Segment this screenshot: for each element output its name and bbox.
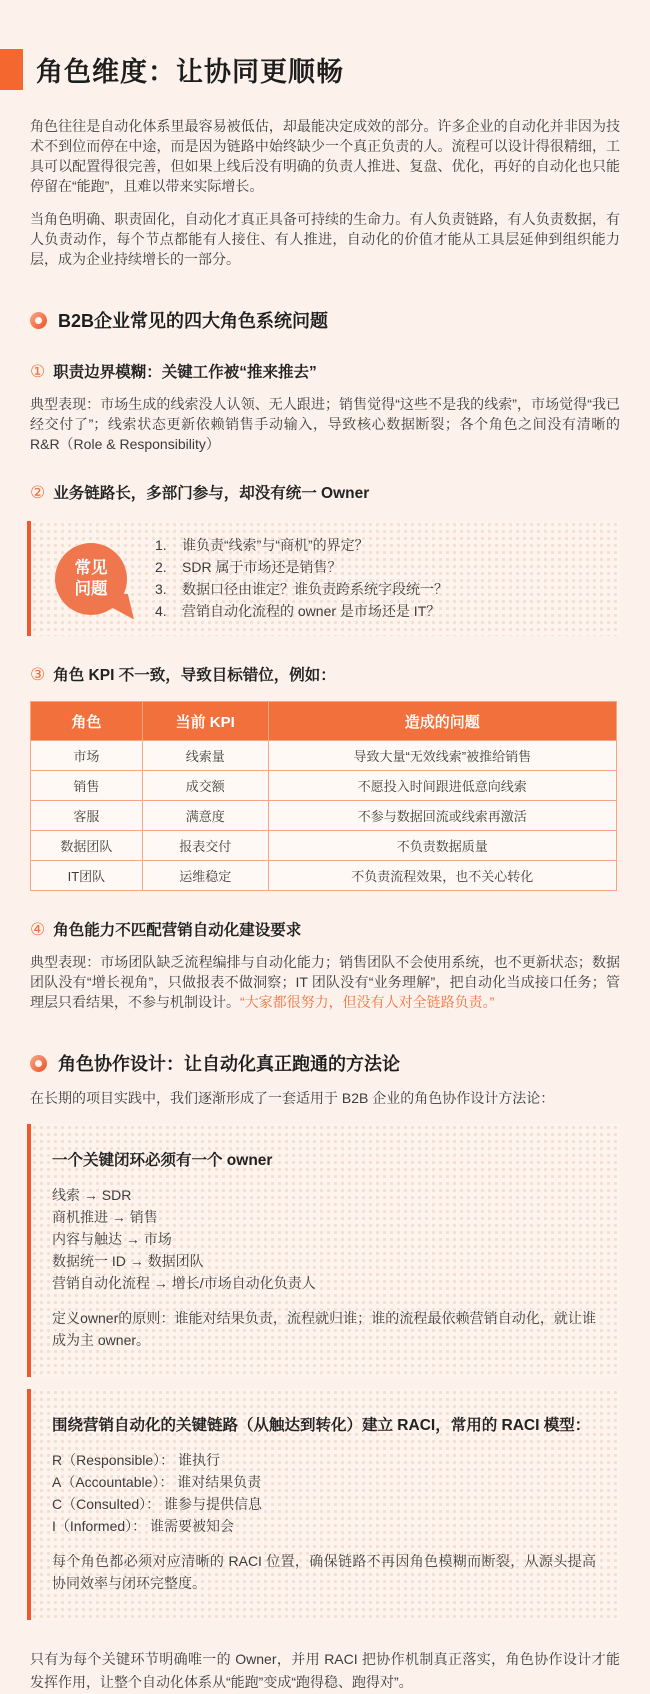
table-header-kpi: 当前 KPI xyxy=(142,702,268,741)
circled-number-2-icon: ② xyxy=(30,482,46,502)
circled-number-1-icon: ① xyxy=(30,361,46,381)
table-row xyxy=(31,801,617,831)
ring-bullet-icon xyxy=(30,1055,47,1072)
badge-text-line2: 问题 xyxy=(74,579,108,598)
page-title: 角色维度：让协同更顺畅 xyxy=(36,57,344,87)
problem-4-title: 角色能力不匹配营销自动化建设要求 xyxy=(53,922,302,939)
method-intro: 在长期的项目实践中，我们逐渐形成了一套适用于 B2B 企业的角色协作设计方法论： xyxy=(30,1090,555,1106)
owner-mapping-line: 营销自动化流程 → 增长/市场自动化负责人 xyxy=(52,1275,316,1291)
cell-role: IT团队 xyxy=(31,861,143,891)
section-method-title: 角色协作设计：让自动化真正跑通的方法论 xyxy=(58,1054,400,1074)
question-text: SDR 属于市场还是销售？ xyxy=(182,559,342,575)
content xyxy=(0,116,650,1694)
owner-mapping-line: 内容与触达 → 市场 xyxy=(52,1231,172,1247)
table-header-role: 角色 xyxy=(31,702,143,741)
raci-definition-line: C（Consulted）： 谁参与提供信息 xyxy=(52,1496,263,1512)
question-item xyxy=(155,582,448,597)
circled-number-3-icon: ③ xyxy=(30,664,46,684)
question-item xyxy=(155,560,448,575)
table-header-row xyxy=(31,702,617,741)
cell-role: 市场 xyxy=(31,741,143,771)
speech-bubble-tail xyxy=(108,594,134,620)
cell-role: 数据团队 xyxy=(31,831,143,861)
speech-bubble-badge xyxy=(55,543,127,615)
problem-2-heading xyxy=(30,481,620,503)
cell-kpi: 线索量 xyxy=(142,741,268,771)
owner-principle-note: 定义owner的原则：谁能对结果负责，流程就归谁；谁的流程最依赖营销自动化，就让谁成为主 owner。 xyxy=(52,1310,596,1348)
owner-method-box xyxy=(27,1124,620,1377)
callout-body xyxy=(31,521,620,636)
table-header-problem: 造成的问题 xyxy=(268,702,616,741)
raci-definition-list xyxy=(52,1449,596,1537)
problem-4-heading xyxy=(30,918,620,940)
section-problems-heading xyxy=(30,307,620,333)
intro-paragraph-2: 当角色明确、职责固化，自动化才真正具备可持续的生命力。有人负责链路，有人负责数据，有人负责动作，每个节点都能有人接住、有人推进，自动化的价值才能从工具层延伸到组织能力层，成为企业持续增长的一部分。 xyxy=(30,211,620,267)
section-problems-title: B2B企业常见的四大角色系统问题 xyxy=(58,311,329,331)
question-text: 营销自动化流程的 owner 是市场还是 IT？ xyxy=(182,603,441,619)
closing-paragraph: 只有为每个关键环节明确唯一的 Owner，并用 RACI 把协作机制真正落实，角色协作设计才能发挥作用，让整个自动化体系从“能跑”变成“跑得稳、跑得对”。 xyxy=(30,1651,620,1690)
raci-box-title: 围绕营销自动化的关键链路（从触达到转化）建立 RACI，常用的 RACI 模型： xyxy=(52,1417,591,1434)
cell-kpi: 满意度 xyxy=(142,801,268,831)
question-item xyxy=(155,604,448,619)
owner-method-box-body xyxy=(31,1124,620,1377)
cell-role: 销售 xyxy=(31,771,143,801)
problem-2-title: 业务链路长，多部门参与，却没有统一 Owner xyxy=(53,485,370,502)
owner-box-title: 一个关键闭环必须有一个 owner xyxy=(52,1152,273,1169)
section-method-heading xyxy=(30,1050,620,1076)
table-row xyxy=(31,861,617,891)
cell-kpi: 成交额 xyxy=(142,771,268,801)
question-number: 4. xyxy=(155,603,167,619)
cell-problem: 导致大量“无效线索”被推给销售 xyxy=(268,741,616,771)
raci-definition-line: R（Responsible）： 谁执行 xyxy=(52,1452,221,1468)
question-text: 数据口径由谁定？谁负责跨系统字段统一？ xyxy=(182,581,448,597)
cell-role: 客服 xyxy=(31,801,143,831)
table-row xyxy=(31,771,617,801)
owner-mapping-line: 数据统一 ID → 数据团队 xyxy=(52,1253,204,1269)
question-number: 1. xyxy=(155,537,167,553)
table-row xyxy=(31,741,617,771)
cell-problem: 不负责数据质量 xyxy=(268,831,616,861)
intro-paragraph-1: 角色往往是自动化体系里最容易被低估，却最能决定成效的部分。许多企业的自动化并非因为技术不到位而停在中途，而是因为链路中始终缺少一个真正负责的人。流程可以设计得很精细，工具可以配置得很完善，但如果上线后没有明确的负责人推进、复盘、优化，再好的自动化也只能停留在“能跑”，且难以带来实际增长。 xyxy=(30,118,620,194)
page-title-row xyxy=(0,0,650,90)
raci-definition-line: A（Accountable）： 谁对结果负责 xyxy=(52,1474,262,1490)
cell-kpi: 运维稳定 xyxy=(142,861,268,891)
kpi-table xyxy=(30,701,617,891)
raci-method-box-body xyxy=(31,1389,620,1620)
problem-4-quote-highlight: “大家都很努力，但没有人对全链路负责。” xyxy=(240,994,495,1010)
cell-problem: 不参与数据回流或线索再激活 xyxy=(268,801,616,831)
title-accent-square xyxy=(0,49,23,90)
question-number: 3. xyxy=(155,581,167,597)
cell-problem: 不愿投入时间跟进低意向线索 xyxy=(268,771,616,801)
owner-mapping-line: 商机推进 → 销售 xyxy=(52,1209,158,1225)
circled-number-4-icon: ④ xyxy=(30,919,46,939)
problem-3-title: 角色 KPI 不一致，导致目标错位，例如： xyxy=(53,667,336,684)
question-item xyxy=(155,538,448,553)
raci-note: 每个角色都必须对应清晰的 RACI 位置，确保链路不再因角色模糊而断裂，从源头提高协同效率与闭环完整度。 xyxy=(52,1553,596,1591)
owner-mapping-line: 线索 → SDR xyxy=(52,1187,132,1203)
problem-4-body-plain: 典型表现：市场团队缺乏流程编排与自动化能力；销售团队不会使用系统，也不更新状态；数据团队没有“增长视角”，只做报表不做洞察；IT 团队没有“业务理解”，把自动化当成接口任务；管理层只看结果，不参与机制设计。 xyxy=(30,954,620,1010)
problem-1-body: 典型表现：市场生成的线索没人认领、无人跟进；销售觉得“这些不是我的线索”，市场觉得“我已经交付了”；线索状态更新依赖销售手动输入，导致核心数据断裂；各个角色之间没有清晰的 R&R（Role & Responsibility） xyxy=(30,396,620,452)
raci-method-box xyxy=(27,1389,620,1620)
question-number: 2. xyxy=(155,559,167,575)
question-text: 谁负责“线索”与“商机”的界定？ xyxy=(182,537,369,553)
problem-3-heading xyxy=(30,663,620,685)
question-list xyxy=(155,538,448,619)
raci-definition-line: I（Informed）： 谁需要被知会 xyxy=(52,1518,235,1534)
table-row xyxy=(31,831,617,861)
badge-text-line1: 常见 xyxy=(74,558,108,577)
common-questions-callout xyxy=(27,521,620,636)
problem-1-title: 职责边界模糊：关键工作被“推来推去” xyxy=(53,364,317,381)
cell-kpi: 报表交付 xyxy=(142,831,268,861)
problem-1-heading xyxy=(30,360,620,382)
problem-4-body xyxy=(30,952,620,1012)
ring-bullet-icon xyxy=(30,312,47,329)
cell-problem: 不负责流程效果，也不关心转化 xyxy=(268,861,616,891)
owner-mapping-list xyxy=(52,1184,596,1294)
